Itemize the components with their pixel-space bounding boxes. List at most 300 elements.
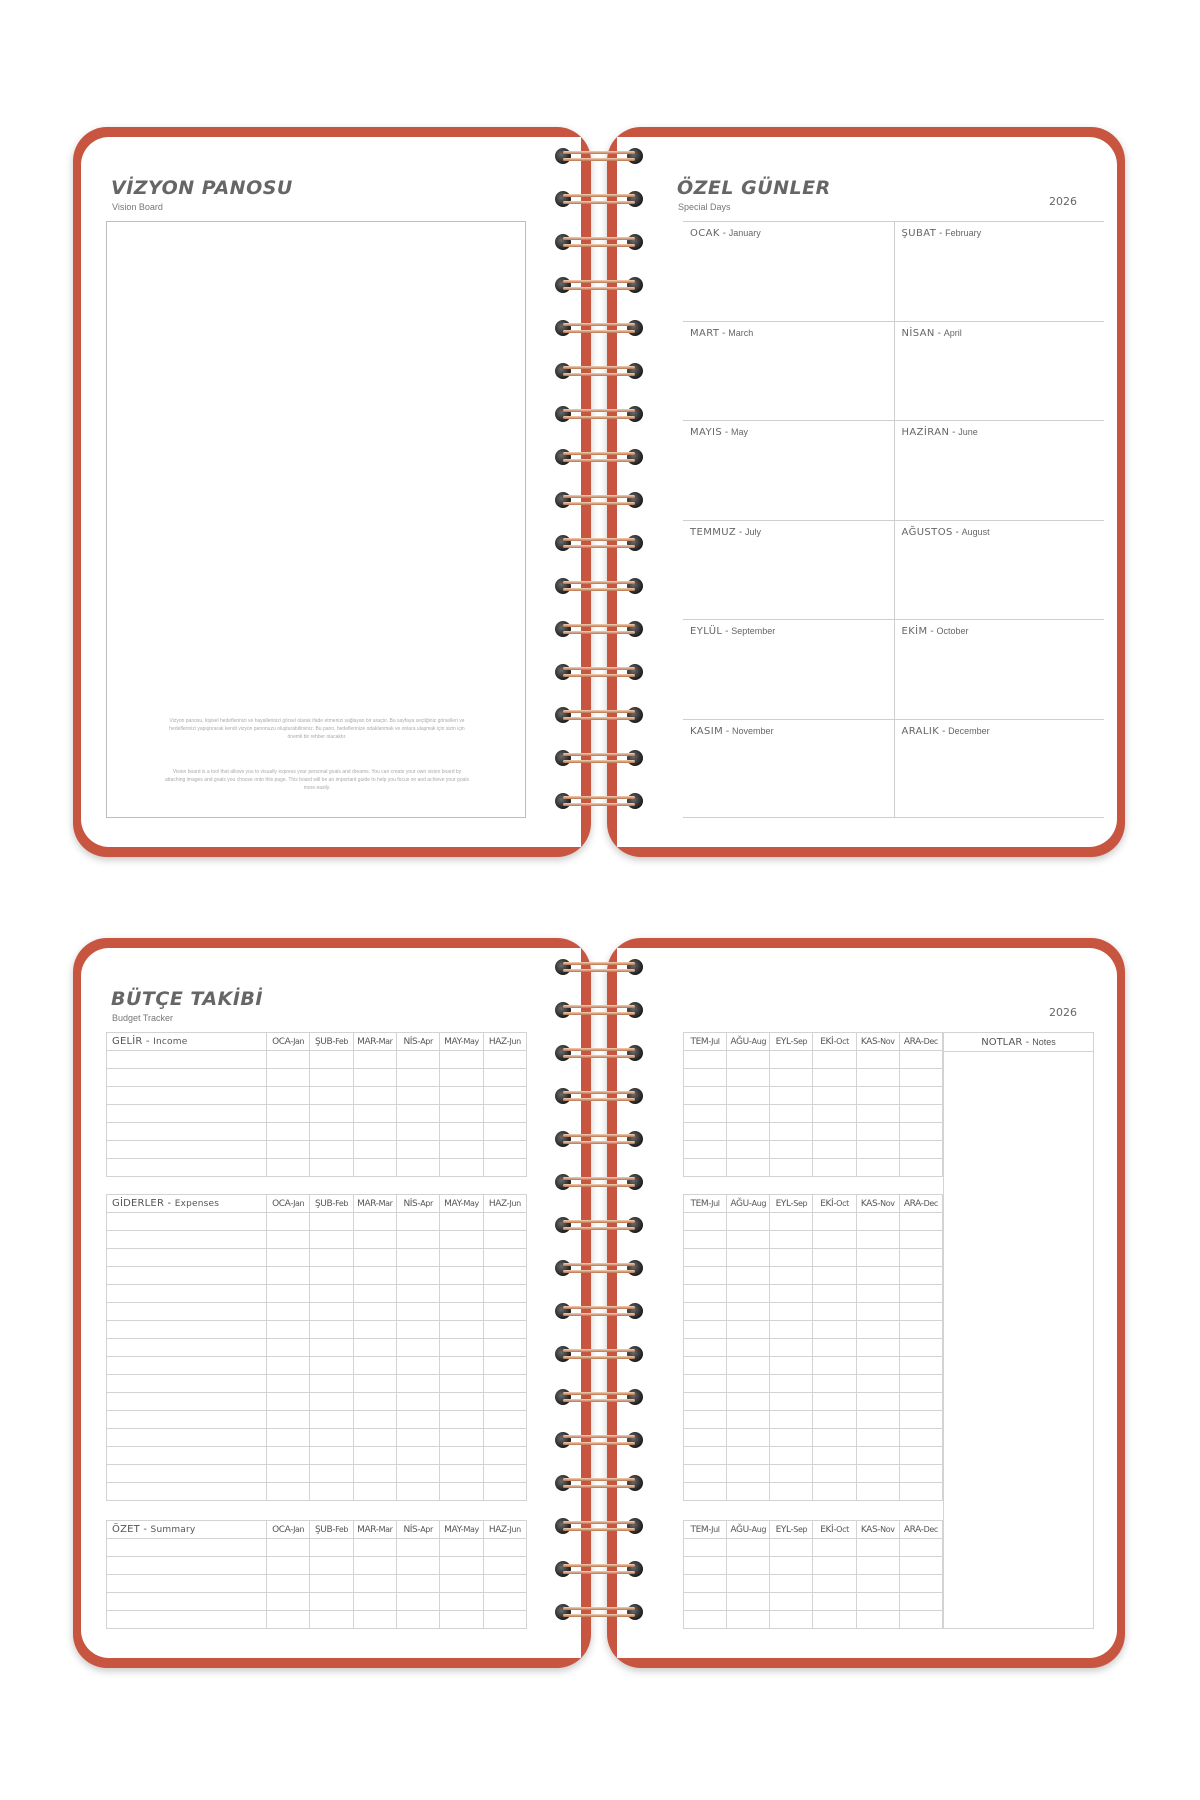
table-cell[interactable]: [483, 1611, 526, 1629]
table-cell[interactable]: [483, 1483, 526, 1501]
table-cell[interactable]: [684, 1123, 727, 1141]
table-cell[interactable]: [107, 1213, 267, 1231]
table-cell[interactable]: [396, 1393, 439, 1411]
table-cell[interactable]: [899, 1465, 942, 1483]
table-cell[interactable]: [310, 1069, 353, 1087]
table-cell[interactable]: [684, 1159, 727, 1177]
table-cell[interactable]: [856, 1051, 899, 1069]
table-cell[interactable]: [899, 1411, 942, 1429]
table-cell[interactable]: [107, 1611, 267, 1629]
table-cell[interactable]: [684, 1465, 727, 1483]
table-cell[interactable]: [310, 1249, 353, 1267]
table-cell[interactable]: [353, 1411, 396, 1429]
table-cell[interactable]: [107, 1465, 267, 1483]
table-cell[interactable]: [684, 1051, 727, 1069]
table-cell[interactable]: [267, 1593, 310, 1611]
table-cell[interactable]: [107, 1575, 267, 1593]
table-cell[interactable]: [770, 1411, 813, 1429]
table-cell[interactable]: [310, 1393, 353, 1411]
table-cell[interactable]: [440, 1375, 483, 1393]
table-cell[interactable]: [483, 1557, 526, 1575]
table-cell[interactable]: [899, 1429, 942, 1447]
table-cell[interactable]: [267, 1483, 310, 1501]
table-cell[interactable]: [483, 1593, 526, 1611]
table-cell[interactable]: [267, 1357, 310, 1375]
table-cell[interactable]: [310, 1375, 353, 1393]
table-cell[interactable]: [899, 1393, 942, 1411]
table-cell[interactable]: [483, 1231, 526, 1249]
table-cell[interactable]: [107, 1375, 267, 1393]
table-cell[interactable]: [899, 1339, 942, 1357]
table-cell[interactable]: [899, 1249, 942, 1267]
table-cell[interactable]: [770, 1393, 813, 1411]
table-cell[interactable]: [727, 1429, 770, 1447]
table-cell[interactable]: [483, 1069, 526, 1087]
table-cell[interactable]: [353, 1159, 396, 1177]
table-cell[interactable]: [727, 1051, 770, 1069]
table-cell[interactable]: [856, 1141, 899, 1159]
table-cell[interactable]: [107, 1447, 267, 1465]
table-cell[interactable]: [353, 1611, 396, 1629]
table-cell[interactable]: [353, 1303, 396, 1321]
table-cell[interactable]: [353, 1465, 396, 1483]
table-cell[interactable]: [899, 1105, 942, 1123]
table-cell[interactable]: [899, 1303, 942, 1321]
table-cell[interactable]: [899, 1069, 942, 1087]
table-cell[interactable]: [396, 1465, 439, 1483]
table-cell[interactable]: [440, 1105, 483, 1123]
table-cell[interactable]: [727, 1285, 770, 1303]
table-cell[interactable]: [727, 1249, 770, 1267]
table-cell[interactable]: [770, 1465, 813, 1483]
table-cell[interactable]: [813, 1087, 856, 1105]
table-cell[interactable]: [267, 1447, 310, 1465]
table-cell[interactable]: [483, 1123, 526, 1141]
table-cell[interactable]: [267, 1105, 310, 1123]
table-cell[interactable]: [813, 1483, 856, 1501]
table-cell[interactable]: [396, 1411, 439, 1429]
table-cell[interactable]: [107, 1393, 267, 1411]
table-cell[interactable]: [396, 1575, 439, 1593]
table-cell[interactable]: [440, 1159, 483, 1177]
table-cell[interactable]: [899, 1213, 942, 1231]
table-cell[interactable]: [396, 1087, 439, 1105]
table-cell[interactable]: [440, 1429, 483, 1447]
table-cell[interactable]: [770, 1249, 813, 1267]
table-cell[interactable]: [770, 1231, 813, 1249]
table-cell[interactable]: [813, 1575, 856, 1593]
table-cell[interactable]: [267, 1611, 310, 1629]
table-cell[interactable]: [107, 1249, 267, 1267]
table-cell[interactable]: [396, 1159, 439, 1177]
table-cell[interactable]: [310, 1285, 353, 1303]
table-cell[interactable]: [684, 1339, 727, 1357]
table-cell[interactable]: [267, 1557, 310, 1575]
table-cell[interactable]: [856, 1321, 899, 1339]
table-cell[interactable]: [440, 1483, 483, 1501]
table-cell[interactable]: [267, 1159, 310, 1177]
table-cell[interactable]: [770, 1213, 813, 1231]
table-cell[interactable]: [899, 1159, 942, 1177]
table-cell[interactable]: [396, 1267, 439, 1285]
table-cell[interactable]: [770, 1483, 813, 1501]
table-cell[interactable]: [396, 1357, 439, 1375]
table-cell[interactable]: [770, 1611, 813, 1629]
table-cell[interactable]: [813, 1539, 856, 1557]
table-cell[interactable]: [684, 1429, 727, 1447]
table-cell[interactable]: [310, 1539, 353, 1557]
table-cell[interactable]: [310, 1429, 353, 1447]
table-cell[interactable]: [396, 1069, 439, 1087]
table-cell[interactable]: [770, 1375, 813, 1393]
table-cell[interactable]: [310, 1593, 353, 1611]
table-cell[interactable]: [770, 1557, 813, 1575]
table-cell[interactable]: [856, 1429, 899, 1447]
table-cell[interactable]: [770, 1339, 813, 1357]
table-cell[interactable]: [856, 1267, 899, 1285]
table-cell[interactable]: [856, 1357, 899, 1375]
table-cell[interactable]: [684, 1593, 727, 1611]
table-cell[interactable]: [684, 1357, 727, 1375]
table-cell[interactable]: [483, 1393, 526, 1411]
table-cell[interactable]: [813, 1357, 856, 1375]
table-cell[interactable]: [813, 1321, 856, 1339]
table-cell[interactable]: [440, 1557, 483, 1575]
table-cell[interactable]: [727, 1339, 770, 1357]
table-cell[interactable]: [813, 1375, 856, 1393]
table-cell[interactable]: [684, 1249, 727, 1267]
table-cell[interactable]: [353, 1557, 396, 1575]
table-cell[interactable]: [107, 1557, 267, 1575]
table-cell[interactable]: [353, 1105, 396, 1123]
table-cell[interactable]: [770, 1285, 813, 1303]
table-cell[interactable]: [396, 1611, 439, 1629]
table-cell[interactable]: [310, 1105, 353, 1123]
table-cell[interactable]: [310, 1267, 353, 1285]
table-cell[interactable]: [856, 1375, 899, 1393]
table-cell[interactable]: [440, 1069, 483, 1087]
table-cell[interactable]: [770, 1575, 813, 1593]
table-cell[interactable]: [684, 1285, 727, 1303]
table-cell[interactable]: [440, 1123, 483, 1141]
table-cell[interactable]: [353, 1483, 396, 1501]
table-cell[interactable]: [856, 1123, 899, 1141]
table-cell[interactable]: [899, 1483, 942, 1501]
table-cell[interactable]: [899, 1051, 942, 1069]
table-cell[interactable]: [440, 1465, 483, 1483]
table-cell[interactable]: [107, 1285, 267, 1303]
table-cell[interactable]: [770, 1087, 813, 1105]
table-cell[interactable]: [899, 1231, 942, 1249]
table-cell[interactable]: [107, 1539, 267, 1557]
table-cell[interactable]: [813, 1249, 856, 1267]
table-cell[interactable]: [353, 1285, 396, 1303]
table-cell[interactable]: [267, 1141, 310, 1159]
table-cell[interactable]: [813, 1231, 856, 1249]
table-cell[interactable]: [856, 1069, 899, 1087]
table-cell[interactable]: [770, 1447, 813, 1465]
table-cell[interactable]: [899, 1539, 942, 1557]
table-cell[interactable]: [396, 1375, 439, 1393]
table-cell[interactable]: [353, 1321, 396, 1339]
table-cell[interactable]: [107, 1303, 267, 1321]
table-cell[interactable]: [727, 1123, 770, 1141]
table-cell[interactable]: [267, 1285, 310, 1303]
table-cell[interactable]: [770, 1141, 813, 1159]
table-cell[interactable]: [483, 1575, 526, 1593]
table-cell[interactable]: [483, 1411, 526, 1429]
table-cell[interactable]: [267, 1339, 310, 1357]
table-cell[interactable]: [856, 1465, 899, 1483]
table-cell[interactable]: [483, 1375, 526, 1393]
table-cell[interactable]: [396, 1539, 439, 1557]
table-cell[interactable]: [856, 1557, 899, 1575]
table-cell[interactable]: [483, 1141, 526, 1159]
table-cell[interactable]: [310, 1051, 353, 1069]
table-cell[interactable]: [770, 1069, 813, 1087]
table-cell[interactable]: [727, 1069, 770, 1087]
table-cell[interactable]: [727, 1557, 770, 1575]
table-cell[interactable]: [107, 1159, 267, 1177]
table-cell[interactable]: [267, 1267, 310, 1285]
table-cell[interactable]: [353, 1231, 396, 1249]
table-cell[interactable]: [813, 1123, 856, 1141]
table-cell[interactable]: [813, 1447, 856, 1465]
table-cell[interactable]: [310, 1557, 353, 1575]
table-cell[interactable]: [727, 1593, 770, 1611]
table-cell[interactable]: [727, 1393, 770, 1411]
table-cell[interactable]: [899, 1357, 942, 1375]
table-cell[interactable]: [353, 1087, 396, 1105]
table-cell[interactable]: [310, 1447, 353, 1465]
table-cell[interactable]: [813, 1593, 856, 1611]
table-cell[interactable]: [899, 1447, 942, 1465]
table-cell[interactable]: [310, 1411, 353, 1429]
table-cell[interactable]: [727, 1267, 770, 1285]
table-cell[interactable]: [396, 1593, 439, 1611]
table-cell[interactable]: [396, 1303, 439, 1321]
table-cell[interactable]: [353, 1213, 396, 1231]
table-cell[interactable]: [483, 1303, 526, 1321]
table-cell[interactable]: [107, 1231, 267, 1249]
table-cell[interactable]: [813, 1105, 856, 1123]
table-cell[interactable]: [483, 1051, 526, 1069]
table-cell[interactable]: [267, 1231, 310, 1249]
table-cell[interactable]: [107, 1321, 267, 1339]
table-cell[interactable]: [727, 1575, 770, 1593]
table-cell[interactable]: [684, 1267, 727, 1285]
table-cell[interactable]: [483, 1213, 526, 1231]
table-cell[interactable]: [770, 1105, 813, 1123]
table-cell[interactable]: [856, 1539, 899, 1557]
table-cell[interactable]: [353, 1051, 396, 1069]
table-cell[interactable]: [770, 1303, 813, 1321]
table-cell[interactable]: [684, 1393, 727, 1411]
table-cell[interactable]: [856, 1593, 899, 1611]
table-cell[interactable]: [727, 1483, 770, 1501]
table-cell[interactable]: [440, 1087, 483, 1105]
table-cell[interactable]: [727, 1213, 770, 1231]
table-cell[interactable]: [396, 1447, 439, 1465]
table-cell[interactable]: [684, 1557, 727, 1575]
table-cell[interactable]: [267, 1123, 310, 1141]
table-cell[interactable]: [899, 1123, 942, 1141]
table-cell[interactable]: [813, 1159, 856, 1177]
table-cell[interactable]: [899, 1593, 942, 1611]
table-cell[interactable]: [267, 1393, 310, 1411]
table-cell[interactable]: [107, 1123, 267, 1141]
table-cell[interactable]: [310, 1483, 353, 1501]
table-cell[interactable]: [310, 1087, 353, 1105]
table-cell[interactable]: [267, 1411, 310, 1429]
table-cell[interactable]: [483, 1321, 526, 1339]
table-cell[interactable]: [396, 1285, 439, 1303]
table-cell[interactable]: [856, 1575, 899, 1593]
table-cell[interactable]: [107, 1411, 267, 1429]
table-cell[interactable]: [856, 1611, 899, 1629]
table-cell[interactable]: [684, 1375, 727, 1393]
table-cell[interactable]: [310, 1611, 353, 1629]
table-cell[interactable]: [310, 1303, 353, 1321]
table-cell[interactable]: [899, 1141, 942, 1159]
table-cell[interactable]: [483, 1249, 526, 1267]
table-cell[interactable]: [353, 1357, 396, 1375]
table-cell[interactable]: [267, 1213, 310, 1231]
table-cell[interactable]: [727, 1539, 770, 1557]
table-cell[interactable]: [310, 1339, 353, 1357]
table-cell[interactable]: [856, 1231, 899, 1249]
table-cell[interactable]: [684, 1539, 727, 1557]
table-cell[interactable]: [727, 1411, 770, 1429]
table-cell[interactable]: [396, 1123, 439, 1141]
table-cell[interactable]: [353, 1339, 396, 1357]
table-cell[interactable]: [353, 1249, 396, 1267]
table-cell[interactable]: [353, 1393, 396, 1411]
table-cell[interactable]: [856, 1087, 899, 1105]
table-cell[interactable]: [267, 1051, 310, 1069]
table-cell[interactable]: [353, 1447, 396, 1465]
table-cell[interactable]: [353, 1267, 396, 1285]
table-cell[interactable]: [813, 1557, 856, 1575]
table-cell[interactable]: [727, 1447, 770, 1465]
table-cell[interactable]: [267, 1375, 310, 1393]
table-cell[interactable]: [727, 1303, 770, 1321]
table-cell[interactable]: [727, 1159, 770, 1177]
table-cell[interactable]: [440, 1285, 483, 1303]
table-cell[interactable]: [440, 1593, 483, 1611]
table-cell[interactable]: [310, 1357, 353, 1375]
table-cell[interactable]: [899, 1321, 942, 1339]
table-cell[interactable]: [396, 1231, 439, 1249]
table-cell[interactable]: [727, 1105, 770, 1123]
table-cell[interactable]: [310, 1213, 353, 1231]
table-cell[interactable]: [727, 1321, 770, 1339]
table-cell[interactable]: [440, 1051, 483, 1069]
table-cell[interactable]: [267, 1249, 310, 1267]
table-cell[interactable]: [440, 1411, 483, 1429]
table-cell[interactable]: [396, 1051, 439, 1069]
table-cell[interactable]: [107, 1483, 267, 1501]
table-cell[interactable]: [267, 1087, 310, 1105]
table-cell[interactable]: [267, 1321, 310, 1339]
table-cell[interactable]: [684, 1231, 727, 1249]
table-cell[interactable]: [856, 1339, 899, 1357]
table-cell[interactable]: [770, 1539, 813, 1557]
table-cell[interactable]: [684, 1447, 727, 1465]
table-cell[interactable]: [856, 1393, 899, 1411]
table-cell[interactable]: [684, 1411, 727, 1429]
table-cell[interactable]: [813, 1339, 856, 1357]
table-cell[interactable]: [483, 1447, 526, 1465]
table-cell[interactable]: [899, 1285, 942, 1303]
table-cell[interactable]: [684, 1087, 727, 1105]
table-cell[interactable]: [440, 1357, 483, 1375]
table-cell[interactable]: [107, 1357, 267, 1375]
table-cell[interactable]: [353, 1593, 396, 1611]
table-cell[interactable]: [107, 1267, 267, 1285]
table-cell[interactable]: [440, 1447, 483, 1465]
table-cell[interactable]: [813, 1411, 856, 1429]
table-cell[interactable]: [899, 1087, 942, 1105]
table-cell[interactable]: [396, 1483, 439, 1501]
table-cell[interactable]: [353, 1575, 396, 1593]
table-cell[interactable]: [483, 1539, 526, 1557]
table-cell[interactable]: [770, 1321, 813, 1339]
table-cell[interactable]: [483, 1285, 526, 1303]
table-cell[interactable]: [396, 1557, 439, 1575]
table-cell[interactable]: [770, 1051, 813, 1069]
table-cell[interactable]: [483, 1429, 526, 1447]
table-cell[interactable]: [684, 1575, 727, 1593]
table-cell[interactable]: [684, 1105, 727, 1123]
table-cell[interactable]: [856, 1483, 899, 1501]
table-cell[interactable]: [107, 1429, 267, 1447]
table-cell[interactable]: [440, 1321, 483, 1339]
table-cell[interactable]: [396, 1429, 439, 1447]
table-cell[interactable]: [813, 1429, 856, 1447]
table-cell[interactable]: [107, 1141, 267, 1159]
table-cell[interactable]: [684, 1611, 727, 1629]
table-cell[interactable]: [107, 1593, 267, 1611]
table-cell[interactable]: [267, 1303, 310, 1321]
table-cell[interactable]: [107, 1069, 267, 1087]
table-cell[interactable]: [396, 1249, 439, 1267]
table-cell[interactable]: [483, 1087, 526, 1105]
table-cell[interactable]: [727, 1231, 770, 1249]
table-cell[interactable]: [396, 1141, 439, 1159]
table-cell[interactable]: [267, 1465, 310, 1483]
table-cell[interactable]: [856, 1303, 899, 1321]
table-cell[interactable]: [353, 1375, 396, 1393]
table-cell[interactable]: [310, 1575, 353, 1593]
table-cell[interactable]: [310, 1465, 353, 1483]
table-cell[interactable]: [483, 1267, 526, 1285]
table-cell[interactable]: [684, 1303, 727, 1321]
table-cell[interactable]: [310, 1123, 353, 1141]
table-cell[interactable]: [440, 1231, 483, 1249]
table-cell[interactable]: [856, 1411, 899, 1429]
table-cell[interactable]: [396, 1105, 439, 1123]
table-cell[interactable]: [727, 1087, 770, 1105]
table-cell[interactable]: [440, 1539, 483, 1557]
table-cell[interactable]: [107, 1051, 267, 1069]
table-cell[interactable]: [483, 1339, 526, 1357]
table-cell[interactable]: [899, 1575, 942, 1593]
table-cell[interactable]: [856, 1105, 899, 1123]
table-cell[interactable]: [813, 1051, 856, 1069]
table-cell[interactable]: [813, 1465, 856, 1483]
table-cell[interactable]: [396, 1321, 439, 1339]
